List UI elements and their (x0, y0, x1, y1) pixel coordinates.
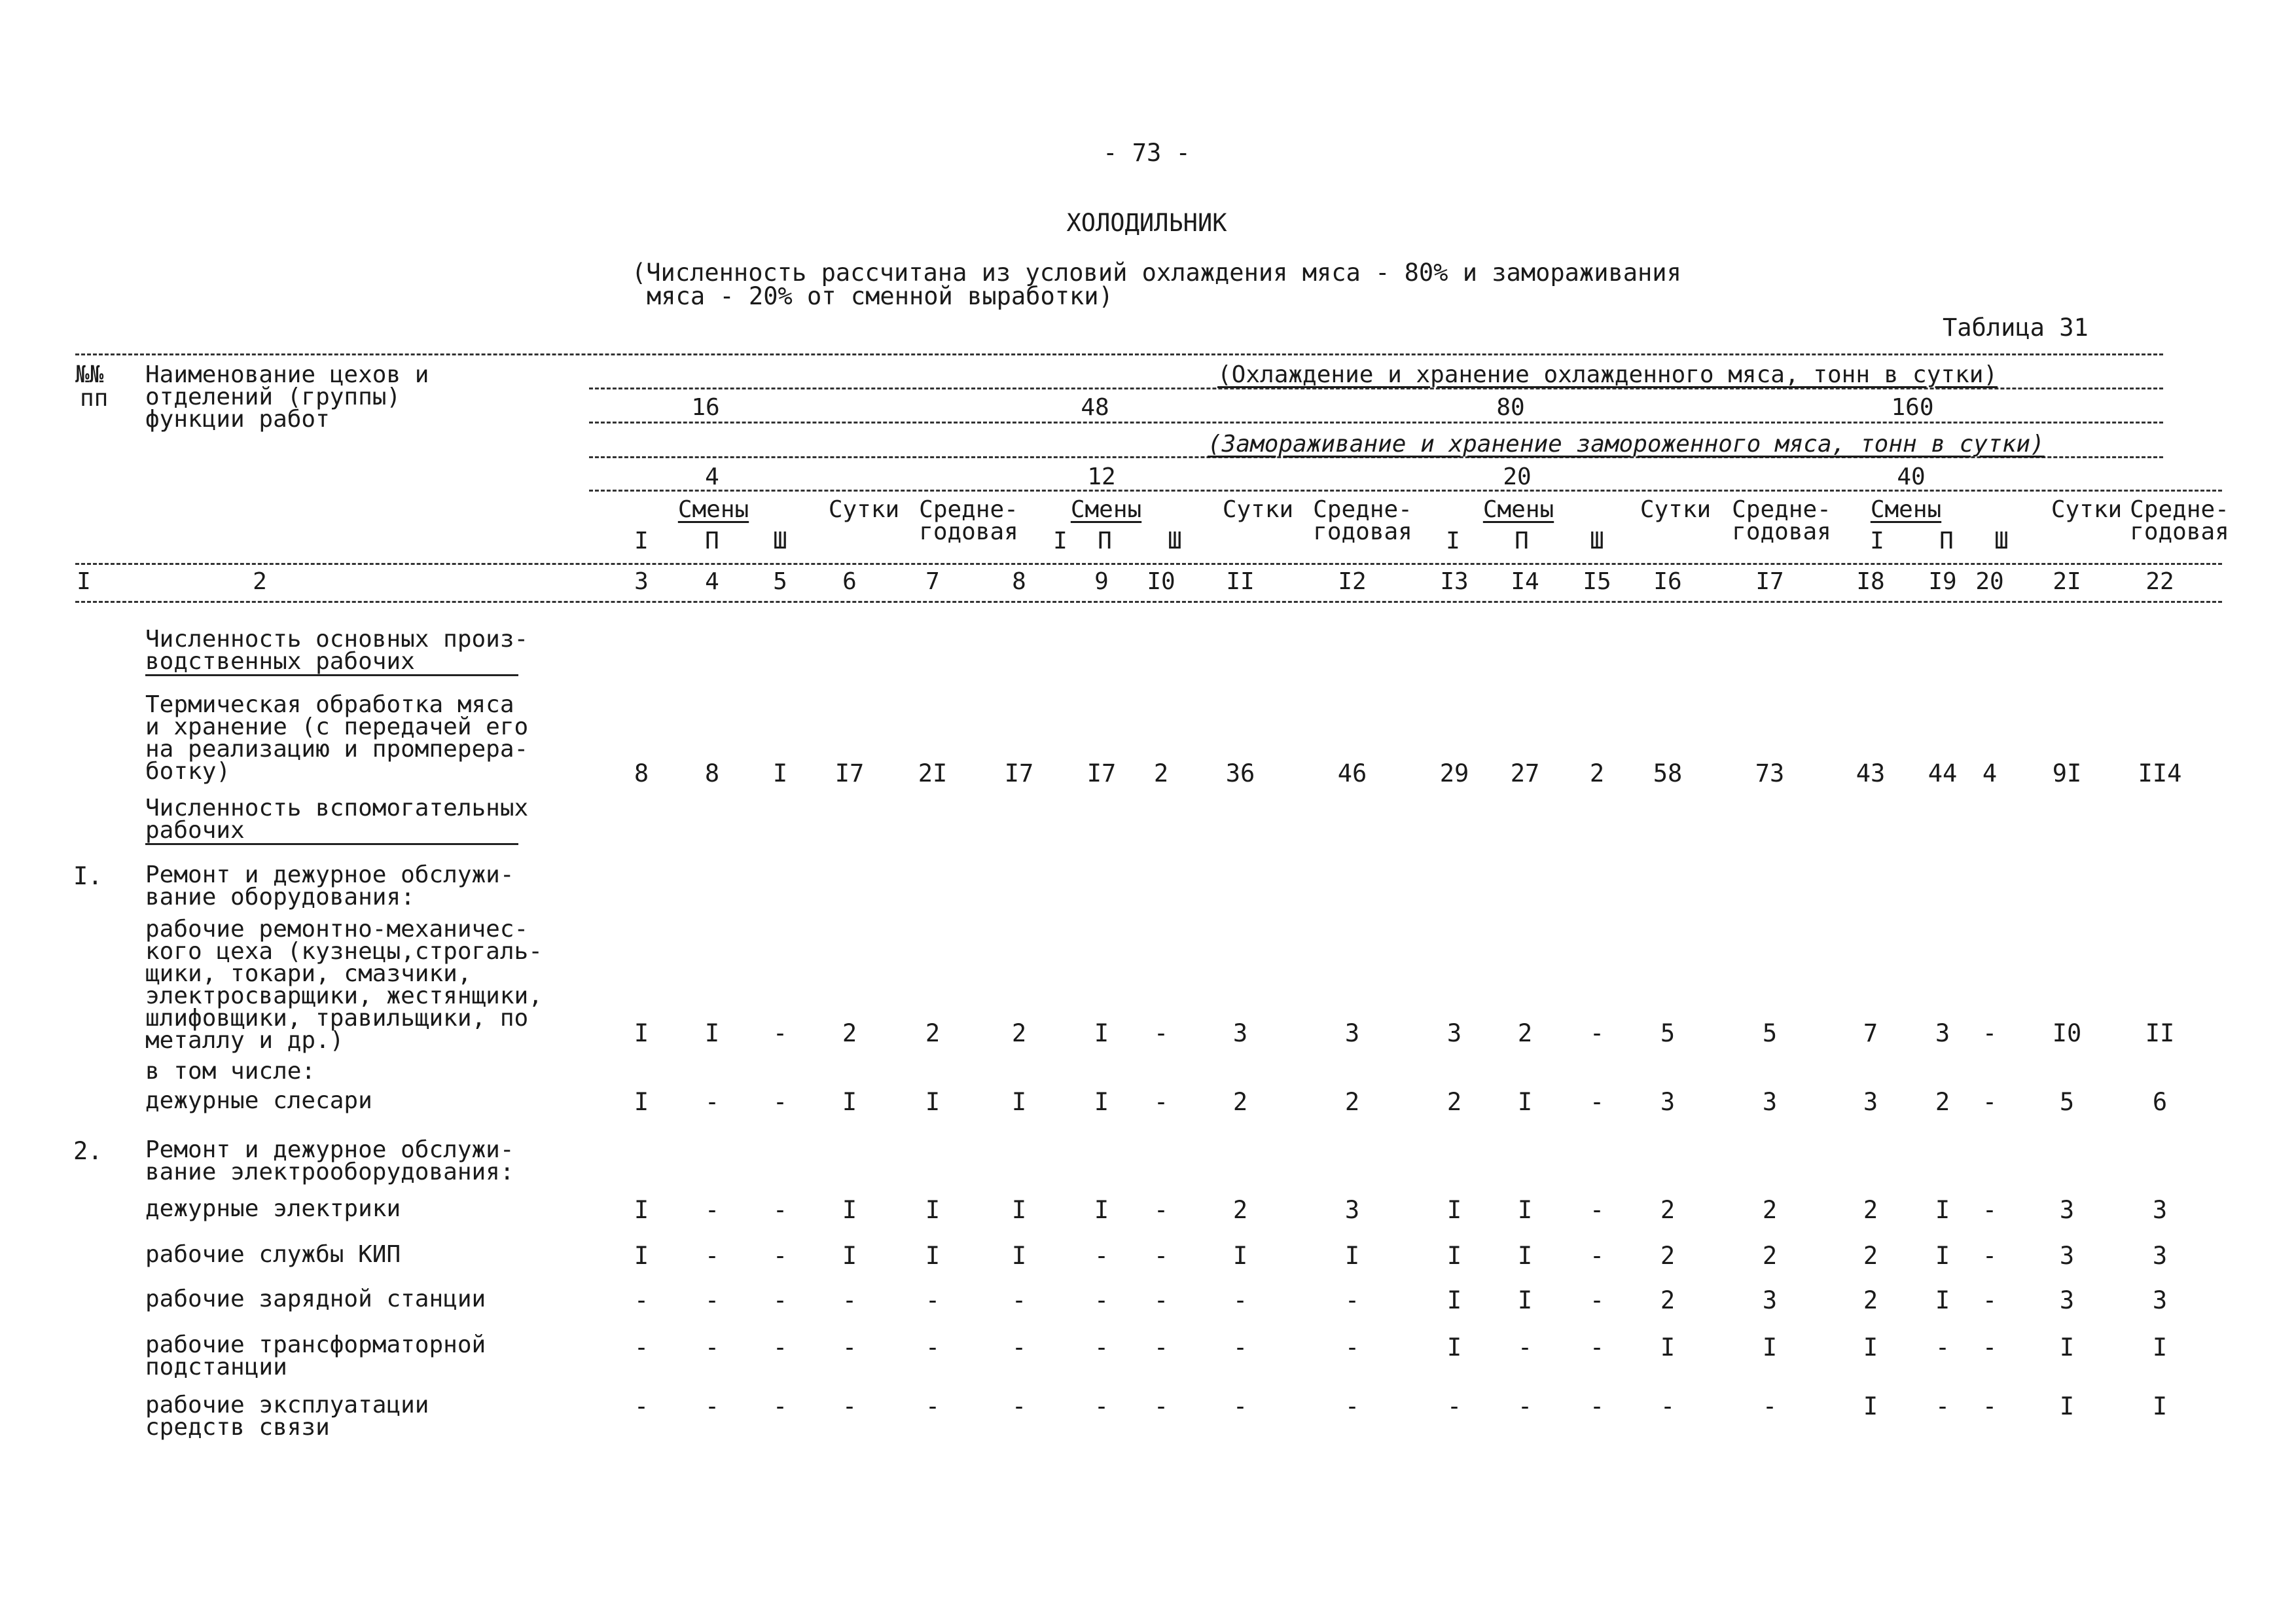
column-number: II (1226, 568, 1255, 595)
column-number: 22 (2145, 568, 2174, 595)
cell-value: 3 (1344, 1196, 1360, 1224)
cell-value: I (1863, 1392, 1878, 1420)
cell-value: I (1446, 1196, 1462, 1224)
header-shift-II-2: П (1098, 528, 1112, 554)
cell-value: - (1153, 1242, 1169, 1270)
header-shift-II-3: П (1515, 528, 1529, 554)
header-avg1-4: Средне- (2130, 496, 2229, 523)
cell-value: I (925, 1242, 941, 1270)
row-name-line: Численность вспомогательных (145, 795, 529, 821)
row-name-line: вание электрооборудования: (145, 1159, 514, 1185)
cell-value: - (1094, 1392, 1109, 1420)
header-name-2: отделений (группы) (145, 384, 401, 410)
cell-value: 5 (1660, 1019, 1676, 1047)
cell-value: - (704, 1196, 720, 1224)
header-cool-16: 16 (691, 394, 720, 421)
header-shift-III-2: Ш (1168, 528, 1182, 554)
header-avg1-3: Средне- (1732, 496, 1831, 523)
cell-value: - (704, 1088, 720, 1116)
cell-value: - (1982, 1196, 1998, 1224)
row-number: I. (73, 862, 103, 890)
column-number: I7 (1755, 568, 1784, 595)
column-number: I5 (1583, 568, 1611, 595)
cell-value: 2 (1762, 1242, 1778, 1270)
cell-value: 29 (1439, 759, 1469, 787)
header-cool-160: 160 (1891, 394, 1934, 421)
cell-value: I (1011, 1088, 1027, 1116)
row-name-line: вание оборудования: (145, 884, 415, 911)
row-name-line: и хранение (с передачей его (145, 713, 529, 740)
cell-value: - (1094, 1286, 1109, 1314)
cell-value: I (2059, 1333, 2075, 1362)
cell-value: 2 (1232, 1088, 1248, 1116)
header-shift-I-1: I (634, 528, 649, 554)
cell-value: I7 (834, 759, 865, 787)
cell-value: I (2152, 1333, 2168, 1362)
column-number: 5 (773, 568, 787, 595)
cell-value: I (842, 1196, 857, 1224)
cell-value: 2 (1232, 1196, 1248, 1224)
cell-value: - (704, 1286, 720, 1314)
header-avg2-4: годовая (2130, 518, 2229, 545)
cell-value: 3 (1446, 1019, 1462, 1047)
cell-value: 2 (1935, 1088, 1950, 1116)
cell-value: I (772, 759, 788, 787)
cell-value: 2 (1589, 759, 1605, 787)
cell-value: 2 (1863, 1242, 1878, 1270)
cell-value: I (1935, 1286, 1950, 1314)
cell-value: - (1935, 1392, 1950, 1420)
cell-value: I (634, 1242, 649, 1270)
cell-value: I (925, 1196, 941, 1224)
header-shifts-4: Смены (1870, 496, 1942, 523)
column-number: 2I (2053, 568, 2081, 595)
header-freezing: (Замораживание и хранение замороженного мяса, тонн в сутки) (1208, 431, 2045, 458)
cell-value: - (772, 1333, 788, 1362)
cell-value: I (704, 1019, 720, 1047)
section-underline (145, 843, 518, 845)
header-rule-6 (75, 563, 2222, 565)
cell-value: 3 (2059, 1242, 2075, 1270)
row-name-line: водственных рабочих (145, 648, 415, 675)
cell-value: - (1153, 1196, 1169, 1224)
cell-value: 2 (842, 1019, 857, 1047)
cell-value: - (842, 1333, 857, 1362)
row-number: 2. (73, 1137, 103, 1165)
cell-value: 3 (1232, 1019, 1248, 1047)
cell-value: I (1011, 1196, 1027, 1224)
cell-value: 3 (2152, 1286, 2168, 1314)
cell-value: - (1935, 1333, 1950, 1362)
cell-value: 2I (918, 759, 948, 787)
row-name-line: Ремонт и дежурное обслужи- (145, 1136, 514, 1163)
header-avg2-2: годовая (1313, 518, 1412, 545)
header-shifts-3: Смены (1482, 496, 1554, 523)
document-title: ХОЛОДИЛЬНИК (1066, 209, 1227, 237)
cell-value: I (1517, 1286, 1533, 1314)
cell-value: 2 (1446, 1088, 1462, 1116)
row-name-line: Ремонт и дежурное обслужи- (145, 861, 514, 888)
column-number: 2 (253, 568, 267, 595)
header-cool-80: 80 (1496, 394, 1525, 421)
cell-value: - (925, 1286, 941, 1314)
header-shift-III-4: Ш (1994, 528, 2009, 554)
cell-value: - (1344, 1333, 1360, 1362)
cell-value: I7 (1004, 759, 1034, 787)
cell-value: 5 (2059, 1088, 2075, 1116)
cell-value: 9I (2052, 759, 2082, 787)
cell-value: - (1982, 1286, 1998, 1314)
cell-value: - (1517, 1392, 1533, 1420)
cell-value: 73 (1755, 759, 1785, 787)
cell-value: 3 (2059, 1286, 2075, 1314)
header-freeze-40: 40 (1897, 463, 1926, 490)
header-name-1: Наименование цехов и (145, 361, 429, 388)
cell-value: I (1232, 1242, 1248, 1270)
cell-value: - (1982, 1392, 1998, 1420)
cell-value: - (772, 1286, 788, 1314)
row-name-line: электросварщики, жестянщики, (145, 983, 543, 1009)
cell-value: - (1153, 1019, 1169, 1047)
header-day-3: Сутки (1640, 496, 1712, 523)
header-shifts-1: Смены (677, 496, 749, 523)
header-freeze-20: 20 (1503, 463, 1532, 490)
cell-value: - (704, 1333, 720, 1362)
column-number: 4 (705, 568, 719, 595)
column-number: 6 (842, 568, 857, 595)
header-freeze-4: 4 (705, 463, 719, 490)
cell-value: 58 (1653, 759, 1683, 787)
header-shift-I-2: I (1053, 528, 1067, 554)
cell-value: I (634, 1019, 649, 1047)
header-name-3: функции работ (145, 406, 330, 433)
column-number: 7 (925, 568, 940, 595)
cell-value: 3 (1344, 1019, 1360, 1047)
subtitle-line-2: мяса - 20% от сменной выработки) (647, 282, 1113, 310)
cell-value: - (842, 1392, 857, 1420)
cell-value: 8 (634, 759, 649, 787)
page-number: - 73 - (1103, 139, 1191, 167)
cell-value: 3 (1762, 1286, 1778, 1314)
cell-value: - (1232, 1286, 1248, 1314)
cell-value: - (634, 1392, 649, 1420)
cell-value: - (1094, 1242, 1109, 1270)
cell-value: 8 (704, 759, 720, 787)
row-name-line: ботку) (145, 758, 231, 785)
cell-value: I (1517, 1196, 1533, 1224)
cell-value: - (772, 1019, 788, 1047)
cell-value: 46 (1337, 759, 1367, 787)
cell-value: I (1446, 1242, 1462, 1270)
cell-value: - (1232, 1392, 1248, 1420)
column-number: I2 (1338, 568, 1367, 595)
header-shift-I-4: I (1870, 528, 1884, 554)
cell-value: II (2145, 1019, 2175, 1047)
cell-value: - (1982, 1088, 1998, 1116)
cell-value: 2 (925, 1019, 941, 1047)
cell-value: 3 (1935, 1019, 1950, 1047)
header-avg1-2: Средне- (1313, 496, 1412, 523)
header-day-4: Сутки (2051, 496, 2123, 523)
header-cool-48: 48 (1081, 394, 1109, 421)
header-rule-5 (589, 490, 2222, 492)
cell-value: 2 (1517, 1019, 1533, 1047)
row-name-line: дежурные слесари (145, 1087, 372, 1114)
row-name-line: подстанции (145, 1354, 287, 1380)
cell-value: 6 (2152, 1088, 2168, 1116)
cell-value: - (1589, 1286, 1605, 1314)
cell-value: - (1660, 1392, 1676, 1420)
cell-value: 3 (2152, 1196, 2168, 1224)
row-name-line: рабочие службы КИП (145, 1241, 401, 1268)
cell-value: I (1344, 1242, 1360, 1270)
cell-value: I0 (2052, 1019, 2082, 1047)
cell-value: - (1094, 1333, 1109, 1362)
column-number: I8 (1856, 568, 1885, 595)
row-name-line: рабочие ремонтно-механичес- (145, 916, 529, 943)
header-cooling: (Охлаждение и хранение охлажденного мяса, тонн в сутки) (1217, 361, 1998, 388)
header-shift-II-1: П (705, 528, 719, 554)
row-name-line: шлифовщики, травильщики, по (145, 1005, 529, 1032)
header-shifts-2: Смены (1070, 496, 1142, 523)
cell-value: - (1589, 1019, 1605, 1047)
column-number: 3 (634, 568, 649, 595)
subtitle-line-1: (Численность рассчитана из условий охлаждения мяса - 80% и замораживания (632, 259, 1681, 287)
cell-value: 2 (1011, 1019, 1027, 1047)
cell-value: I (1094, 1088, 1109, 1116)
cell-value: I (925, 1088, 941, 1116)
cell-value: - (1011, 1392, 1027, 1420)
header-freeze-12: 12 (1087, 463, 1116, 490)
cell-value: 7 (1863, 1019, 1878, 1047)
cell-value: - (1153, 1088, 1169, 1116)
cell-value: I (1660, 1333, 1676, 1362)
cell-value: I (1094, 1019, 1109, 1047)
row-name-line: щики, токари, смазчики, (145, 960, 472, 987)
cell-value: I (1446, 1333, 1462, 1362)
cell-value: - (1982, 1019, 1998, 1047)
header-bottom-rule (75, 601, 2222, 603)
cell-value: - (1762, 1392, 1778, 1420)
cell-value: - (1011, 1333, 1027, 1362)
cell-value: 44 (1928, 759, 1958, 787)
header-rule-3 (589, 422, 2163, 424)
cell-value: 43 (1856, 759, 1886, 787)
cell-value: - (1589, 1333, 1605, 1362)
cell-value: I (842, 1242, 857, 1270)
cell-value: - (704, 1242, 720, 1270)
cell-value: - (1589, 1088, 1605, 1116)
header-num-1: №№ (75, 361, 104, 388)
cell-value: I (1935, 1196, 1950, 1224)
cell-value: I (634, 1196, 649, 1224)
cell-value: - (1011, 1286, 1027, 1314)
cell-value: I (1863, 1333, 1878, 1362)
cell-value: 2 (1153, 759, 1169, 787)
cell-value: - (1982, 1242, 1998, 1270)
cell-value: 3 (1660, 1088, 1676, 1116)
cell-value: 2 (1863, 1196, 1878, 1224)
column-number: 20 (1975, 568, 2004, 595)
header-num-2: пп (80, 385, 109, 412)
cell-value: - (772, 1088, 788, 1116)
cell-value: - (1589, 1242, 1605, 1270)
cell-value: - (1517, 1333, 1533, 1362)
cell-value: 2 (1660, 1196, 1676, 1224)
cell-value: - (1344, 1392, 1360, 1420)
cell-value: II4 (2138, 759, 2182, 787)
header-shift-I-3: I (1446, 528, 1460, 554)
cell-value: 5 (1762, 1019, 1778, 1047)
header-avg2-1: годовая (919, 518, 1018, 545)
row-name-line: Численность основных произ- (145, 626, 529, 653)
cell-value: I (1517, 1088, 1533, 1116)
cell-value: - (634, 1286, 649, 1314)
cell-value: 2 (1660, 1242, 1676, 1270)
cell-value: - (634, 1333, 649, 1362)
cell-value: 3 (2059, 1196, 2075, 1224)
cell-value: - (772, 1196, 788, 1224)
cell-value: I (1935, 1242, 1950, 1270)
row-name-line: кого цеха (кузнецы,строгаль- (145, 938, 543, 965)
cell-value: I (2059, 1392, 2075, 1420)
header-shift-II-4: П (1939, 528, 1954, 554)
row-name-line: рабочих (145, 817, 245, 844)
row-name-line: рабочие трансформаторной (145, 1331, 486, 1358)
cell-value: 2 (1344, 1088, 1360, 1116)
cell-value: I7 (1086, 759, 1117, 787)
column-number: I3 (1440, 568, 1469, 595)
cell-value: - (1153, 1333, 1169, 1362)
cell-value: I (1762, 1333, 1778, 1362)
cell-value: I (2152, 1392, 2168, 1420)
cell-value: - (1446, 1392, 1462, 1420)
cell-value: 2 (1660, 1286, 1676, 1314)
cell-value: 36 (1225, 759, 1255, 787)
cell-value: 4 (1982, 759, 1998, 787)
cell-value: 27 (1510, 759, 1540, 787)
cell-value: 2 (1762, 1196, 1778, 1224)
cell-value: - (1153, 1392, 1169, 1420)
table-label: Таблица 31 (1943, 314, 2089, 342)
row-name-line: в том числе: (145, 1058, 316, 1085)
header-top-rule (75, 353, 2163, 355)
cell-value: - (1589, 1196, 1605, 1224)
cell-value: - (772, 1392, 788, 1420)
column-number: I9 (1928, 568, 1957, 595)
cell-value: - (925, 1392, 941, 1420)
cell-value: - (1232, 1333, 1248, 1362)
row-name-line: металлу и др.) (145, 1027, 344, 1054)
cell-value: - (704, 1392, 720, 1420)
cell-value: - (925, 1333, 941, 1362)
row-name-line: рабочие эксплуатации (145, 1392, 429, 1418)
header-day-1: Сутки (828, 496, 900, 523)
header-avg1-1: Средне- (919, 496, 1018, 523)
cell-value: I (1446, 1286, 1462, 1314)
header-day-2: Сутки (1222, 496, 1294, 523)
cell-value: 2 (1863, 1286, 1878, 1314)
cell-value: - (1589, 1392, 1605, 1420)
cell-value: - (1982, 1333, 1998, 1362)
column-number: 8 (1012, 568, 1026, 595)
column-number: I6 (1653, 568, 1682, 595)
row-name-line: рабочие зарядной станции (145, 1286, 486, 1312)
cell-value: I (1011, 1242, 1027, 1270)
row-name-line: дежурные электрики (145, 1195, 401, 1222)
cell-value: - (772, 1242, 788, 1270)
section-underline (145, 674, 518, 676)
column-number: I (77, 568, 91, 595)
cell-value: I (842, 1088, 857, 1116)
cell-value: I (1517, 1242, 1533, 1270)
cell-value: - (1153, 1286, 1169, 1314)
cell-value: I (634, 1088, 649, 1116)
row-name-line: Термическая обработка мяса (145, 691, 514, 718)
cell-value: 3 (1863, 1088, 1878, 1116)
header-shift-III-3: Ш (1590, 528, 1604, 554)
cell-value: I (1094, 1196, 1109, 1224)
column-number: 9 (1094, 568, 1109, 595)
column-number: I0 (1147, 568, 1175, 595)
cell-value: - (1344, 1286, 1360, 1314)
header-shift-III-1: Ш (773, 528, 787, 554)
row-name-line: на реализацию и промперера- (145, 736, 529, 763)
cell-value: - (842, 1286, 857, 1314)
cell-value: 3 (2152, 1242, 2168, 1270)
header-avg2-3: годовая (1732, 518, 1831, 545)
cell-value: 3 (1762, 1088, 1778, 1116)
row-name-line: средств связи (145, 1414, 330, 1441)
column-number: I4 (1511, 568, 1539, 595)
